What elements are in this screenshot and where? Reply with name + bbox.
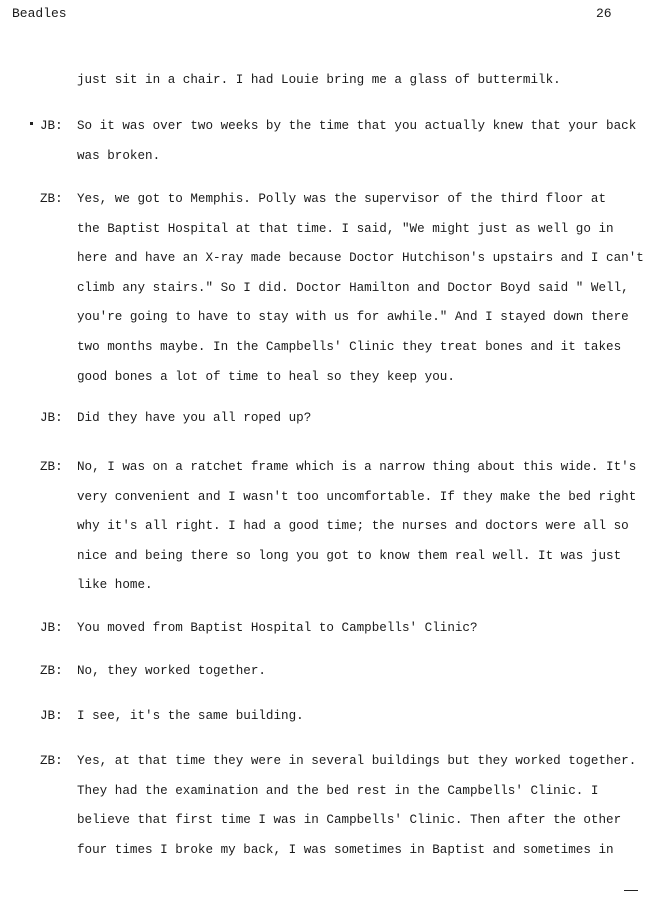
transcript-line: Did they have you all roped up? — [77, 411, 312, 425]
speaker-label: ZB: — [40, 754, 63, 768]
speaker-label: JB: — [40, 621, 63, 635]
transcript-line: like home. — [77, 578, 153, 593]
transcript-line: here and have an X-ray made because Doctor Hutchison's upstairs and I can't — [77, 251, 644, 266]
speaker-label: ZB: — [40, 664, 63, 678]
transcript-line: was broken. — [77, 148, 161, 163]
transcript-line: good bones a lot of time to heal so they keep you. — [77, 369, 455, 384]
speaker-label: JB: — [40, 119, 63, 133]
transcript-line: So it was over two weeks by the time that you actually knew that your back — [77, 119, 637, 133]
page-edge-mark — [624, 890, 638, 891]
transcript-line: just sit in a chair. I had Louie bring me a glass of buttermilk. — [77, 73, 561, 87]
transcript-line: two months maybe. In the Campbells' Clinic they treat bones and it takes — [77, 340, 622, 354]
margin-mark — [30, 122, 33, 125]
header-name: Beadles — [12, 6, 67, 21]
page-number: 26 — [596, 6, 612, 21]
transcript-line: nice and being there so long you got to know them real well. It was just — [77, 548, 622, 563]
transcript-line: Yes, at that time they were in several buildings but they worked together. — [77, 754, 637, 768]
transcript-line: the Baptist Hospital at that time. I said, "We might just as well go in — [77, 221, 614, 236]
transcript-line: They had the examination and the bed rest in the Campbells' Clinic. I — [77, 783, 599, 798]
transcript-line: Yes, we got to Memphis. Polly was the supervisor of the third floor at — [77, 192, 607, 206]
transcript-line: climb any stairs." So I did. Doctor Hamilton and Doctor Boyd said " Well, — [77, 280, 629, 295]
transcript-line: four times I broke my back, I was sometimes in Baptist and sometimes in — [77, 842, 614, 857]
speaker-label: ZB: — [40, 192, 63, 206]
transcript-line: You moved from Baptist Hospital to Campbells' Clinic? — [77, 621, 478, 635]
transcript-line: you're going to have to stay with us for awhile." And I stayed down there — [77, 310, 629, 325]
transcript-line: No, I was on a ratchet frame which is a narrow thing about this wide. It's — [77, 460, 637, 474]
transcript-line: No, they worked together. — [77, 664, 266, 678]
speaker-label: JB: — [40, 411, 63, 425]
transcript-line: I see, it's the same building. — [77, 709, 304, 723]
transcript-line: very convenient and I wasn't too uncomfortable. If they make the bed right — [77, 489, 637, 504]
transcript-line: believe that first time I was in Campbells' Clinic. Then after the other — [77, 813, 622, 828]
speaker-label: JB: — [40, 709, 63, 723]
speaker-label: ZB: — [40, 460, 63, 474]
transcript-line: why it's all right. I had a good time; the nurses and doctors were all so — [77, 519, 629, 534]
